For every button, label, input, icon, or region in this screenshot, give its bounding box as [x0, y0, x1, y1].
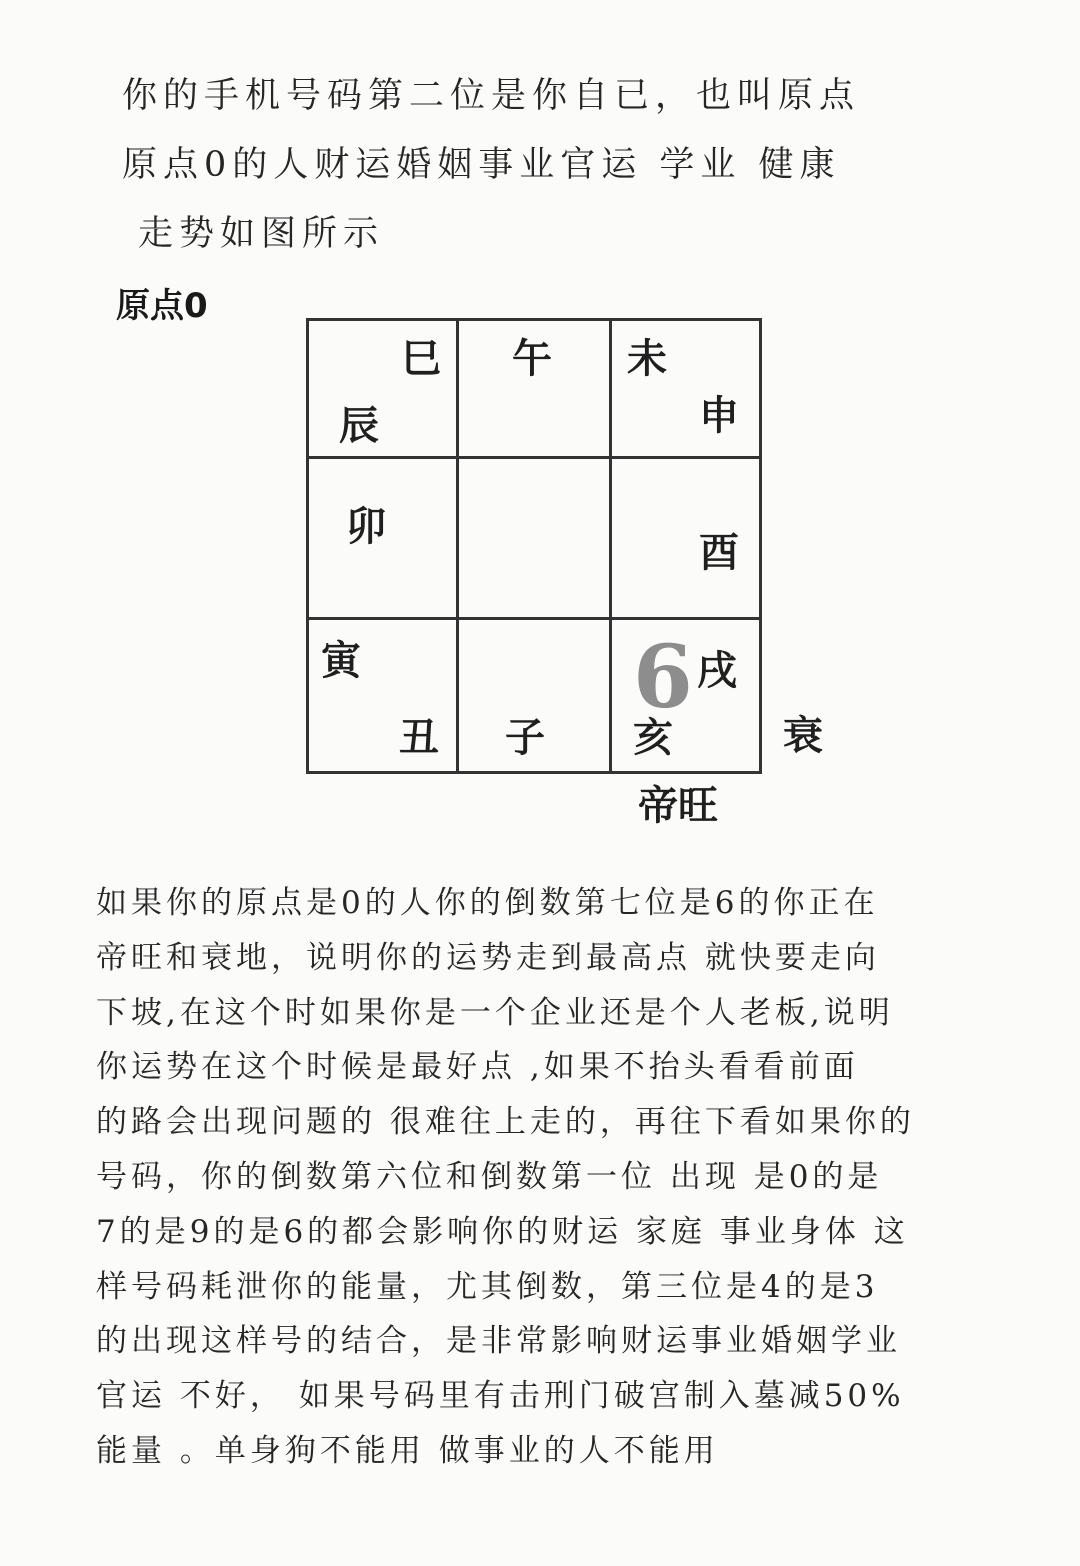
- body-line: 你运势在这个时候是最好点 ,如果不抬头看看前面: [96, 1049, 859, 1086]
- label-shuai: 衰: [783, 713, 823, 759]
- intro-line-2: 原点0的人财运婚姻事业官运 学业 健康: [122, 145, 841, 185]
- body-paragraph: [96, 876, 915, 1479]
- earthly-branch-grid: [306, 318, 762, 774]
- body-line: 帝旺和衰地，说明你的运势走到最高点 就快要走向: [96, 939, 880, 976]
- branch-you: 酉: [699, 530, 739, 576]
- branch-chou: 丑: [399, 715, 439, 761]
- branch-mao: 卯: [346, 504, 386, 550]
- branch-xu: 戌: [697, 648, 737, 694]
- body-line: 7的是9的是6的都会影响你的财运 家庭 事业身体 这: [96, 1213, 909, 1250]
- branch-zi: 子: [505, 715, 545, 761]
- diagram-title: 原点0: [116, 286, 208, 326]
- body-line: 的路会出现问题的 很难往上走的，再往下看如果你的: [96, 1104, 915, 1141]
- marker-number: 6: [633, 627, 693, 728]
- branch-yin: 寅: [321, 638, 361, 684]
- body-line: 下坡,在这个时如果你是一个企业还是个人老板,说明: [96, 994, 894, 1031]
- intro-line-1: 你的手机号码第二位是你自已，也叫原点: [122, 76, 861, 116]
- branch-chen: 辰: [339, 403, 379, 449]
- body-line: 能量 。单身狗不能用 做事业的人不能用: [96, 1432, 719, 1469]
- grid-divider: [309, 617, 759, 620]
- body-line: 号码，你的倒数第六位和倒数第一位 出现 是0的是: [96, 1158, 883, 1195]
- body-line: 的出现这样号的结合，是非常影响财运事业婚姻学业: [96, 1323, 901, 1360]
- intro-line-3: 走势如图所示: [138, 214, 385, 254]
- intro-paragraph: [122, 62, 860, 269]
- grid-divider: [609, 321, 612, 771]
- branch-wei: 未: [627, 336, 667, 382]
- branch-hai: 亥: [633, 715, 673, 761]
- branch-wu: 午: [512, 336, 552, 382]
- body-line: 官运 不好， 如果号码里有击刑门破宫制入墓减50%: [96, 1378, 905, 1415]
- body-line: 如果你的原点是0的人你的倒数第七位是6的你正在: [96, 885, 879, 921]
- grid-divider: [456, 321, 459, 771]
- branch-shen: 申: [699, 393, 739, 439]
- branch-si: 巳: [401, 336, 441, 382]
- label-diwang: 帝旺: [638, 783, 718, 829]
- grid-divider: [309, 456, 759, 459]
- body-line: 样号码耗泄你的能量，尤其倒数，第三位是4的是3: [96, 1268, 879, 1305]
